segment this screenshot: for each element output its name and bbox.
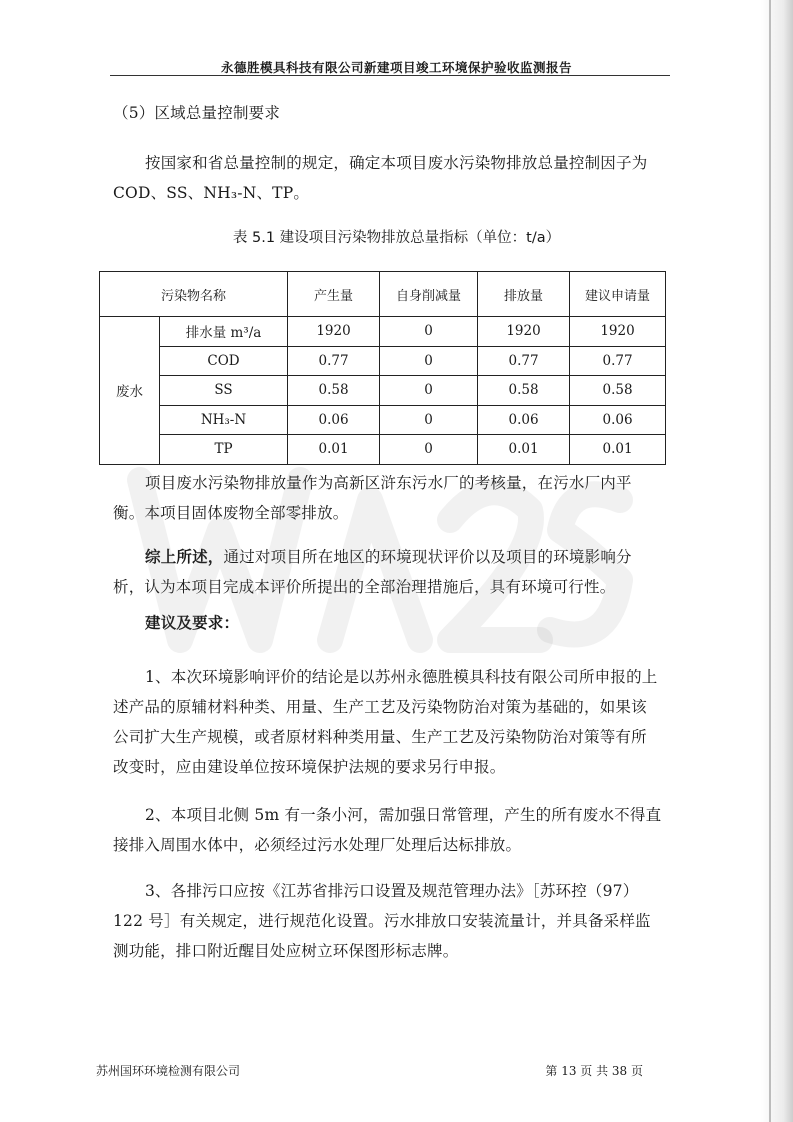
cell-reduced: 0 <box>380 317 478 347</box>
pollutant-total-table <box>99 271 666 465</box>
conclusion-lead: 综上所述， <box>145 547 224 566</box>
table-row <box>100 346 666 376</box>
header-rule <box>110 75 670 76</box>
scan-edge-line <box>769 0 771 1122</box>
cell-requested: 0.01 <box>570 435 666 465</box>
cell-produced: 0.58 <box>288 376 380 406</box>
cell-discharged: 1920 <box>478 317 570 347</box>
col-header-produced: 产生量 <box>288 272 380 317</box>
recommendation-item-3: 3、各排污口应按《江苏省排污口设置及规范管理办法》［苏环控（97） 122 号］有关规定，进行规范化设置。污水排放口安装流量计，并具备采样监 测功能，排口附近醒目处应树立环保图形标志牌。 <box>113 882 651 960</box>
cell-requested: 0.77 <box>570 346 666 376</box>
cell-produced: 0.01 <box>288 435 380 465</box>
conclusion-paragraph <box>113 542 632 602</box>
cell-name: COD <box>160 346 288 376</box>
table-row <box>100 435 666 465</box>
cell-name: TP <box>160 435 288 465</box>
cell-discharged: 0.58 <box>478 376 570 406</box>
recommendation-item-1: 1、本次环境影响评价的结论是以苏州永德胜模具科技有限公司所申报的上 述产品的原辅材料种类、用量、生产工艺及污染物防治对策为基础的，如果该 公司扩大生产规模，或者原材料种类用量、生产工艺及污染物防治对策等有所 改变时，应由建设单位按环境保护法规的要求另行申报。 <box>113 668 658 776</box>
cell-requested: 0.06 <box>570 405 666 435</box>
cell-name: 排水量 m³/a <box>160 317 288 347</box>
section-heading: （5）区域总量控制要求 <box>113 104 281 122</box>
cell-discharged: 0.06 <box>478 405 570 435</box>
after-table-paragraph: 项目废水污染物排放量作为高新区浒东污水厂的考核量，在污水厂内平 衡。本项目固体废物全部零排放。 <box>113 474 632 522</box>
cell-produced: 1920 <box>288 317 380 347</box>
col-header-reduced: 自身削减量 <box>380 272 478 317</box>
table-caption: 表 5.1 建设项目污染物排放总量指标（单位：t/a） <box>232 230 561 246</box>
recommendation-item-2: 2、本项目北侧 5m 有一条小河，需加强日常管理，产生的所有废水不得直 接排入周围水体中，必须经过污水处理厂处理后达标排放。 <box>113 806 662 854</box>
cell-name: SS <box>160 376 288 406</box>
report-header-title: 永德胜模具科技有限公司新建项目竣工环境保护验收监测报告 <box>220 60 572 75</box>
group-label-wastewater: 废水 <box>100 317 160 465</box>
table-row <box>100 405 666 435</box>
footer-company: 苏州国环环境检测有限公司 <box>96 1064 241 1078</box>
col-header-discharged: 排放量 <box>478 272 570 317</box>
cell-reduced: 0 <box>380 435 478 465</box>
col-header-name: 污染物名称 <box>100 272 288 317</box>
cell-discharged: 0.01 <box>478 435 570 465</box>
cell-requested: 1920 <box>570 317 666 347</box>
cell-discharged: 0.77 <box>478 346 570 376</box>
cell-reduced: 0 <box>380 376 478 406</box>
recommendations-heading: 建议及要求： <box>145 613 240 632</box>
col-header-requested: 建议申请量 <box>570 272 666 317</box>
cell-name: NH₃-N <box>160 405 288 435</box>
conclusion-line2: 析，认为本项目完成本评价所提出的全部治理措施后，具有环境可行性。 <box>113 578 616 596</box>
cell-produced: 0.06 <box>288 405 380 435</box>
conclusion-line1: 通过对项目所在地区的环境现状评价以及项目的环境影响分 <box>223 548 632 566</box>
section-intro: 按国家和省总量控制的规定，确定本项目废水污染物排放总量控制因子为 COD、SS、NH₃-N、TP。 <box>113 154 648 202</box>
table-header-row <box>100 272 666 317</box>
cell-reduced: 0 <box>380 405 478 435</box>
scan-edge-shadow <box>761 0 793 1122</box>
table-row <box>100 317 666 347</box>
cell-produced: 0.77 <box>288 346 380 376</box>
table-row <box>100 376 666 406</box>
cell-requested: 0.58 <box>570 376 666 406</box>
cell-reduced: 0 <box>380 346 478 376</box>
footer-page-number: 第 13 页 共 38 页 <box>545 1064 643 1078</box>
